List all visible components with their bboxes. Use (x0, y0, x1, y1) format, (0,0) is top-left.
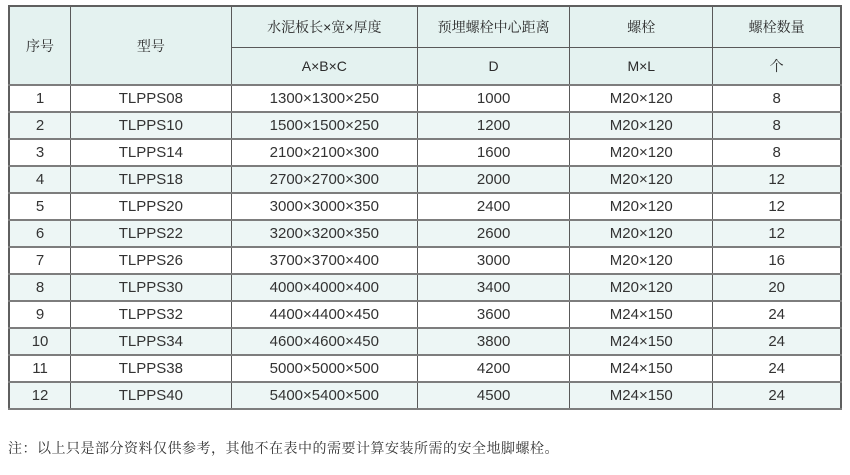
cell-bolt-spec: M24×150 (570, 328, 713, 355)
cell-model: TLPPS26 (71, 247, 232, 274)
cell-bolt-spec: M20×120 (570, 220, 713, 247)
cell-board-size: 4600×4600×450 (231, 328, 417, 355)
cell-model: TLPPS20 (71, 193, 232, 220)
cell-model: TLPPS30 (71, 274, 232, 301)
cell-bolt-qty: 24 (713, 301, 841, 328)
header-board-size: 水泥板长×宽×厚度 (231, 6, 417, 48)
header-row-main (9, 6, 841, 48)
cell-bolt-qty: 20 (713, 274, 841, 301)
cell-model: TLPPS22 (71, 220, 232, 247)
header-serial: 序号 (9, 6, 71, 85)
cell-bolt-spec: M20×120 (570, 274, 713, 301)
cell-board-size: 1300×1300×250 (231, 85, 417, 112)
cell-model: TLPPS18 (71, 166, 232, 193)
cell-board-size: 5400×5400×500 (231, 382, 417, 409)
cell-bolt-distance: 3400 (417, 274, 569, 301)
header-bolt-sub: M×L (570, 48, 713, 86)
cell-bolt-distance: 3600 (417, 301, 569, 328)
cell-serial: 2 (9, 112, 71, 139)
cell-bolt-spec: M20×120 (570, 112, 713, 139)
cell-bolt-spec: M20×120 (570, 193, 713, 220)
header-model: 型号 (71, 6, 232, 85)
cell-model: TLPPS38 (71, 355, 232, 382)
cell-bolt-distance: 1600 (417, 139, 569, 166)
cell-bolt-qty: 8 (713, 139, 841, 166)
cell-model: TLPPS34 (71, 328, 232, 355)
cell-bolt-qty: 12 (713, 220, 841, 247)
table-row (9, 112, 841, 139)
cell-bolt-spec: M24×150 (570, 382, 713, 409)
cell-serial: 6 (9, 220, 71, 247)
cell-bolt-qty: 24 (713, 382, 841, 409)
cell-bolt-spec: M24×150 (570, 355, 713, 382)
table-row (9, 85, 841, 112)
cell-bolt-distance: 4200 (417, 355, 569, 382)
cell-bolt-distance: 3800 (417, 328, 569, 355)
cell-bolt-spec: M24×150 (570, 301, 713, 328)
cell-bolt-spec: M20×120 (570, 247, 713, 274)
cell-model: TLPPS32 (71, 301, 232, 328)
cell-bolt-spec: M20×120 (570, 139, 713, 166)
cell-serial: 12 (9, 382, 71, 409)
cell-model: TLPPS14 (71, 139, 232, 166)
cell-bolt-qty: 24 (713, 328, 841, 355)
cell-serial: 1 (9, 85, 71, 112)
cell-bolt-qty: 16 (713, 247, 841, 274)
spec-table (8, 5, 842, 410)
cell-serial: 9 (9, 301, 71, 328)
cell-bolt-qty: 12 (713, 166, 841, 193)
cell-board-size: 1500×1500×250 (231, 112, 417, 139)
table-row (9, 247, 841, 274)
header-bolt-distance-sub: D (417, 48, 569, 86)
cell-model: TLPPS10 (71, 112, 232, 139)
cell-bolt-qty: 12 (713, 193, 841, 220)
cell-board-size: 4400×4400×450 (231, 301, 417, 328)
cell-bolt-qty: 8 (713, 85, 841, 112)
cell-serial: 7 (9, 247, 71, 274)
cell-serial: 11 (9, 355, 71, 382)
cell-board-size: 5000×5000×500 (231, 355, 417, 382)
cell-serial: 4 (9, 166, 71, 193)
table-body (9, 85, 841, 409)
cell-serial: 3 (9, 139, 71, 166)
table-row (9, 355, 841, 382)
cell-bolt-qty: 8 (713, 112, 841, 139)
table-row (9, 328, 841, 355)
table-row (9, 274, 841, 301)
cell-board-size: 3200×3200×350 (231, 220, 417, 247)
cell-bolt-qty: 24 (713, 355, 841, 382)
cell-board-size: 3700×3700×400 (231, 247, 417, 274)
cell-bolt-distance: 1200 (417, 112, 569, 139)
cell-bolt-distance: 2600 (417, 220, 569, 247)
footnote: 注：以上只是部分资料仅供参考，其他不在表中的需要计算安装所需的安全地脚螺栓。 (8, 440, 559, 456)
cell-serial: 5 (9, 193, 71, 220)
cell-model: TLPPS40 (71, 382, 232, 409)
table-row (9, 220, 841, 247)
cell-bolt-distance: 1000 (417, 85, 569, 112)
cell-bolt-distance: 4500 (417, 382, 569, 409)
header-board-size-sub: A×B×C (231, 48, 417, 86)
table-row (9, 166, 841, 193)
cell-bolt-spec: M20×120 (570, 85, 713, 112)
table-row (9, 382, 841, 409)
table-row (9, 139, 841, 166)
cell-bolt-spec: M20×120 (570, 166, 713, 193)
cell-bolt-distance: 2000 (417, 166, 569, 193)
table-header (9, 6, 841, 85)
header-bolt-distance: 预埋螺栓中心距离 (417, 6, 569, 48)
cell-board-size: 4000×4000×400 (231, 274, 417, 301)
cell-board-size: 2700×2700×300 (231, 166, 417, 193)
cell-board-size: 3000×3000×350 (231, 193, 417, 220)
cell-board-size: 2100×2100×300 (231, 139, 417, 166)
table-row (9, 193, 841, 220)
header-bolt: 螺栓 (570, 6, 713, 48)
cell-serial: 8 (9, 274, 71, 301)
header-bolt-qty: 螺栓数量 (713, 6, 841, 48)
table-row (9, 301, 841, 328)
cell-bolt-distance: 2400 (417, 193, 569, 220)
header-bolt-qty-sub: 个 (713, 48, 841, 86)
cell-model: TLPPS08 (71, 85, 232, 112)
cell-bolt-distance: 3000 (417, 247, 569, 274)
cell-serial: 10 (9, 328, 71, 355)
